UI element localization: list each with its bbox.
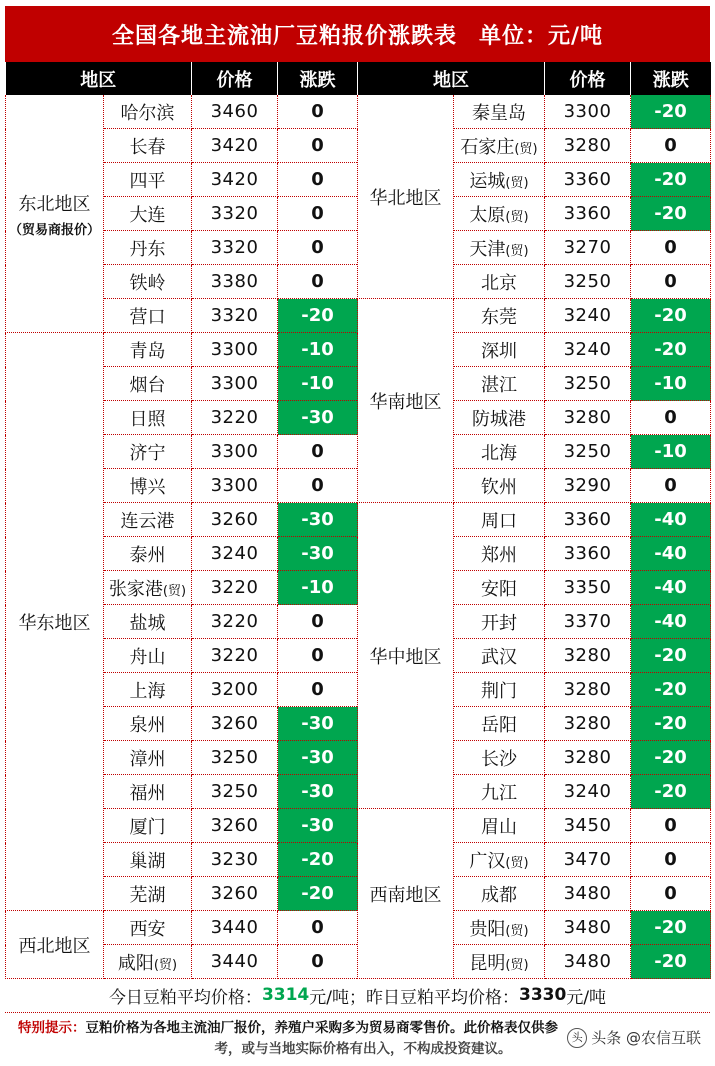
city-cell: [104, 877, 192, 911]
price-cell: 3480: [545, 911, 631, 945]
city-cell: [104, 197, 192, 231]
city-name: 开封: [481, 612, 517, 634]
price-cell: 3450: [545, 809, 631, 843]
price-cell: 3440: [192, 911, 278, 945]
change-cell: 0: [278, 231, 358, 265]
city-name: 昆明: [469, 952, 506, 974]
change-cell: 0: [278, 911, 358, 945]
change-cell: -30: [278, 401, 358, 435]
price-cell: 3280: [545, 741, 631, 775]
city-name: 漳州: [129, 748, 166, 770]
change-cell: 0: [278, 945, 358, 979]
change-cell: -40: [631, 537, 711, 571]
city-name: 大连: [129, 204, 166, 226]
city-name: 厦门: [129, 816, 166, 838]
city-cell: [104, 469, 192, 503]
city-cell: [104, 571, 192, 605]
city-cell: [104, 231, 192, 265]
price-cell: 3300: [192, 333, 278, 367]
city-name: 博兴: [129, 476, 166, 498]
city-cell: [104, 503, 192, 537]
city-cell: [454, 435, 545, 469]
table-row: [6, 503, 711, 537]
city-name: 石家庄: [460, 136, 515, 158]
region-name: 华东地区: [18, 612, 91, 634]
city-name: 岳阳: [481, 714, 517, 736]
change-cell: -10: [278, 367, 358, 401]
region-cell: [358, 503, 454, 809]
yesterday-avg-value: 3330: [519, 985, 567, 1005]
change-cell: -20: [631, 911, 711, 945]
city-cell: [454, 639, 545, 673]
change-cell: 0: [278, 605, 358, 639]
city-cell: [454, 299, 545, 333]
city-cell: [104, 673, 192, 707]
price-cell: 3270: [545, 231, 631, 265]
city-name: 济宁: [129, 442, 166, 464]
city-name: 泰州: [129, 544, 166, 566]
city-cell: [454, 673, 545, 707]
region-name: 西北地区: [18, 935, 91, 957]
change-cell: -20: [631, 639, 711, 673]
region-cell: [358, 809, 454, 979]
price-cell: 3420: [192, 163, 278, 197]
city-name: 防城港: [472, 408, 526, 430]
price-table: [5, 62, 711, 979]
price-cell: 3250: [545, 367, 631, 401]
trader-mark: (贸): [514, 141, 538, 157]
city-cell: [104, 401, 192, 435]
city-name: 日照: [129, 408, 166, 430]
change-cell: -30: [278, 741, 358, 775]
city-cell: [454, 129, 545, 163]
price-cell: 3280: [545, 673, 631, 707]
city-name: 北京: [481, 272, 517, 294]
city-cell: [104, 435, 192, 469]
change-cell: 0: [631, 469, 711, 503]
price-cell: 3290: [545, 469, 631, 503]
city-name: 长沙: [481, 748, 517, 770]
city-name: 咸阳: [117, 952, 154, 974]
city-cell: [454, 401, 545, 435]
header-row: [6, 62, 711, 95]
change-cell: 0: [631, 265, 711, 299]
city-cell: [104, 707, 192, 741]
city-cell: [454, 197, 545, 231]
price-cell: 3320: [192, 231, 278, 265]
city-cell: [454, 265, 545, 299]
city-name: 铁岭: [129, 272, 166, 294]
change-cell: -30: [278, 707, 358, 741]
change-cell: 0: [278, 163, 358, 197]
notice-line2: 考，或与当地实际价格有出入，不构成投资建议。: [214, 1041, 512, 1057]
table-title: [5, 6, 710, 62]
price-cell: 3370: [545, 605, 631, 639]
region-note: （贸易商报价）: [8, 222, 100, 238]
price-cell: 3360: [545, 503, 631, 537]
header-region-left: 地区: [6, 62, 192, 95]
change-cell: 0: [278, 265, 358, 299]
today-avg-value: 3314: [261, 985, 310, 1005]
city-name: 福州: [129, 782, 166, 804]
city-name: 泉州: [129, 714, 166, 736]
price-cell: 3280: [545, 639, 631, 673]
table-row: [6, 809, 711, 843]
region-name: 华中地区: [369, 646, 442, 668]
change-cell: -20: [631, 197, 711, 231]
city-name: 张家港: [108, 578, 163, 600]
city-cell: [454, 911, 545, 945]
city-cell: [454, 333, 545, 367]
price-cell: 3250: [545, 435, 631, 469]
change-cell: -20: [278, 877, 358, 911]
city-cell: [104, 945, 192, 979]
region-cell: [6, 911, 104, 979]
city-cell: [104, 775, 192, 809]
change-cell: -10: [631, 435, 711, 469]
price-cell: 3300: [192, 435, 278, 469]
price-cell: 3300: [192, 469, 278, 503]
change-cell: -30: [278, 503, 358, 537]
change-cell: -20: [631, 163, 711, 197]
city-cell: [104, 741, 192, 775]
city-name: 九江: [481, 782, 517, 804]
change-cell: 0: [631, 843, 711, 877]
change-cell: -20: [631, 95, 711, 129]
city-name: 运城: [469, 170, 506, 192]
change-cell: 0: [278, 469, 358, 503]
change-cell: -20: [631, 945, 711, 979]
price-cell: 3280: [545, 707, 631, 741]
price-cell: 3360: [545, 163, 631, 197]
change-cell: 0: [278, 129, 358, 163]
price-cell: 3260: [192, 809, 278, 843]
title-main: 全国各地主流油厂豆粕报价涨跌表: [111, 23, 457, 49]
city-cell: [454, 809, 545, 843]
header-price-left: 价格: [192, 62, 278, 95]
change-cell: 0: [278, 673, 358, 707]
headline-logo-icon: 头: [567, 1028, 587, 1048]
city-cell: [454, 95, 545, 129]
change-cell: 0: [631, 809, 711, 843]
city-name: 上海: [129, 680, 166, 702]
region-cell: [6, 333, 104, 911]
region-name: 华北地区: [369, 187, 442, 209]
city-name: 西安: [129, 918, 166, 940]
price-cell: 3440: [192, 945, 278, 979]
city-name: 秦皇岛: [472, 102, 526, 124]
price-cell: 3260: [192, 503, 278, 537]
city-name: 芜湖: [129, 884, 166, 906]
table-row: [6, 299, 711, 333]
city-name: 太原: [469, 204, 506, 226]
price-cell: 3240: [545, 333, 631, 367]
city-cell: [104, 367, 192, 401]
price-cell: 3460: [192, 95, 278, 129]
city-name: 丹东: [129, 238, 166, 260]
trader-mark: (贸): [505, 209, 529, 225]
change-cell: -10: [631, 367, 711, 401]
today-avg-unit: 元/吨；: [309, 987, 366, 1008]
change-cell: -20: [278, 843, 358, 877]
price-cell: 3250: [545, 265, 631, 299]
price-cell: 3260: [192, 877, 278, 911]
city-cell: [454, 741, 545, 775]
city-name: 贵阳: [469, 918, 506, 940]
city-cell: [454, 163, 545, 197]
trader-mark: (贸): [505, 243, 529, 259]
trader-mark: (贸): [505, 923, 529, 939]
change-cell: -10: [278, 571, 358, 605]
change-cell: -40: [631, 503, 711, 537]
city-cell: [454, 945, 545, 979]
city-cell: [104, 129, 192, 163]
price-cell: 3230: [192, 843, 278, 877]
city-name: 营口: [129, 306, 166, 328]
yesterday-avg-label: 昨日豆粕平均价格：: [366, 987, 519, 1008]
notice-label: 特别提示：: [18, 1020, 86, 1036]
change-cell: -20: [631, 741, 711, 775]
watermark: [567, 1027, 701, 1048]
header-region-right: 地区: [358, 62, 545, 95]
change-cell: 0: [278, 95, 358, 129]
change-cell: -10: [278, 333, 358, 367]
city-name: 四平: [129, 170, 166, 192]
city-name: 眉山: [481, 816, 517, 838]
change-cell: -30: [278, 775, 358, 809]
average-price-bar: [5, 978, 710, 1013]
city-cell: [104, 265, 192, 299]
city-name: 长春: [129, 136, 166, 158]
price-cell: 3360: [545, 537, 631, 571]
region-cell: [358, 95, 454, 299]
city-name: 周口: [481, 510, 517, 532]
city-cell: [454, 707, 545, 741]
change-cell: 0: [631, 231, 711, 265]
price-cell: 3480: [545, 945, 631, 979]
price-cell: 3280: [545, 401, 631, 435]
change-cell: -30: [278, 537, 358, 571]
change-cell: 0: [278, 639, 358, 673]
city-name: 钦州: [481, 476, 517, 498]
price-cell: 3300: [192, 367, 278, 401]
city-name: 连云港: [120, 510, 175, 532]
price-cell: 3220: [192, 571, 278, 605]
change-cell: 0: [278, 435, 358, 469]
price-cell: 3260: [192, 707, 278, 741]
price-cell: 3220: [192, 401, 278, 435]
region-cell: [358, 299, 454, 503]
city-name: 广汉: [469, 850, 506, 872]
city-name: 青岛: [129, 340, 166, 362]
city-name: 湛江: [481, 374, 517, 396]
change-cell: 0: [631, 129, 711, 163]
city-name: 烟台: [129, 374, 166, 396]
title-unit: 单位：元/吨: [478, 23, 604, 49]
notice-line1: 豆粕价格为各地主流油厂报价，养殖户采购多为贸易商零售价。此价格表仅供参: [85, 1020, 558, 1036]
price-cell: 3240: [545, 299, 631, 333]
change-cell: -20: [631, 299, 711, 333]
city-cell: [454, 775, 545, 809]
price-cell: 3220: [192, 639, 278, 673]
city-cell: [454, 843, 545, 877]
change-cell: -20: [631, 775, 711, 809]
change-cell: -20: [631, 673, 711, 707]
price-cell: 3320: [192, 197, 278, 231]
change-cell: 0: [631, 877, 711, 911]
city-name: 盐城: [129, 612, 166, 634]
city-name: 成都: [481, 884, 517, 906]
city-cell: [454, 877, 545, 911]
table-row: [6, 95, 711, 129]
change-cell: -30: [278, 809, 358, 843]
city-cell: [104, 95, 192, 129]
change-cell: 0: [278, 197, 358, 231]
trader-mark: (贸): [505, 957, 529, 973]
price-cell: 3200: [192, 673, 278, 707]
city-name: 北海: [481, 442, 517, 464]
city-cell: [454, 469, 545, 503]
city-name: 舟山: [129, 646, 166, 668]
watermark-text: 头条 @农信互联: [591, 1029, 701, 1047]
city-name: 天津: [469, 238, 506, 260]
today-avg-label: 今日豆粕平均价格：: [108, 987, 262, 1008]
change-cell: -20: [631, 707, 711, 741]
price-cell: 3480: [545, 877, 631, 911]
city-name: 安阳: [481, 578, 517, 600]
city-cell: [104, 163, 192, 197]
change-cell: -40: [631, 605, 711, 639]
yesterday-avg-unit: 元/吨: [566, 987, 607, 1008]
trader-mark: (贸): [505, 175, 529, 191]
city-cell: [104, 333, 192, 367]
price-cell: 3240: [192, 537, 278, 571]
city-name: 东莞: [481, 306, 517, 328]
city-cell: [104, 843, 192, 877]
city-cell: [104, 299, 192, 333]
price-cell: 3470: [545, 843, 631, 877]
region-name: 西南地区: [369, 884, 442, 906]
city-cell: [454, 503, 545, 537]
price-cell: 3300: [545, 95, 631, 129]
city-cell: [454, 605, 545, 639]
city-cell: [454, 537, 545, 571]
city-cell: [104, 809, 192, 843]
price-cell: 3350: [545, 571, 631, 605]
city-cell: [104, 605, 192, 639]
price-cell: 3280: [545, 129, 631, 163]
trader-mark: (贸): [153, 957, 178, 973]
price-cell: 3320: [192, 299, 278, 333]
region-name: 东北地区: [18, 193, 91, 215]
change-cell: -40: [631, 571, 711, 605]
city-name: 哈尔滨: [120, 102, 175, 124]
city-name: 郑州: [481, 544, 517, 566]
change-cell: -20: [631, 333, 711, 367]
region-cell: [6, 95, 104, 333]
city-cell: [454, 231, 545, 265]
city-cell: [104, 537, 192, 571]
change-cell: 0: [631, 401, 711, 435]
region-name: 华南地区: [369, 391, 442, 413]
city-name: 荆门: [481, 680, 517, 702]
price-cell: 3360: [545, 197, 631, 231]
change-cell: -20: [278, 299, 358, 333]
price-cell: 3250: [192, 775, 278, 809]
price-cell: 3220: [192, 605, 278, 639]
city-name: 巢湖: [129, 850, 166, 872]
city-cell: [104, 639, 192, 673]
price-cell: 3420: [192, 129, 278, 163]
trader-mark: (贸): [505, 855, 529, 871]
city-cell: [454, 571, 545, 605]
header-change-right: 涨跌: [631, 62, 711, 95]
city-name: 深圳: [481, 340, 517, 362]
price-cell: 3380: [192, 265, 278, 299]
price-cell: 3240: [545, 775, 631, 809]
price-cell: 3250: [192, 741, 278, 775]
city-cell: [104, 911, 192, 945]
header-change-left: 涨跌: [278, 62, 358, 95]
trader-mark: (贸): [162, 583, 187, 599]
city-cell: [454, 367, 545, 401]
header-price-right: 价格: [545, 62, 631, 95]
city-name: 武汉: [481, 646, 517, 668]
